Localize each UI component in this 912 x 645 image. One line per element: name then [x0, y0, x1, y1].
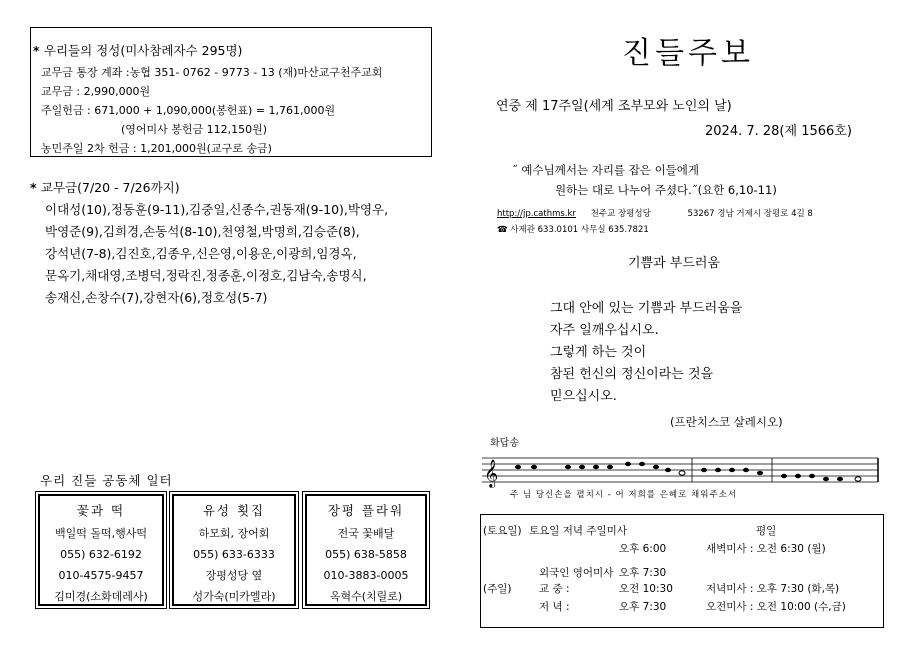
foreign-mass-label: 외국인 영어미사 [539, 567, 614, 579]
contact-line-2 [497, 222, 649, 238]
dues-heading: * 교무금(7/20 - 7/26까지) [30, 180, 180, 195]
shop-name: 유성 횟집 [202, 503, 266, 518]
shop-name: 꽃과 떡 [76, 503, 126, 518]
contact-line-1 [497, 206, 813, 222]
hymn-notes [515, 462, 861, 481]
shop-line: 010-4575-9457 [58, 569, 144, 582]
dues-line: 박영준(9),김희경,손동석(8-10),천영철,박명희,김승준(8), [45, 224, 360, 239]
poem-line: 믿으십시오. [550, 389, 617, 404]
reflection-author: (프란치스코 살레시오) [670, 415, 783, 429]
farmers-line: 농민주일 2차 헌금 : 1,201,000원(교구로 송금) [41, 142, 272, 155]
sunday-tag: (주일) [483, 583, 512, 595]
dues-list [45, 199, 440, 309]
dues-line: 강석년(7-8),김진호,김종우,신은영,이용운,이광희,임경옥, [45, 246, 357, 261]
reflection-title: 기쁨과 부드러움 [628, 256, 721, 271]
weekday-mass-2: 저녁미사 : 오후 7:30 (화,목) [706, 583, 840, 595]
foreign-mass-time: 오후 7:30 [619, 567, 667, 579]
sunday-offering-line: 주일헌금 : 671,000 + 1,090,000(봉헌표) = 1,761,000원 [41, 104, 336, 117]
offering-box [30, 27, 432, 157]
reflection-poem [550, 298, 742, 408]
parish-address: 53267 경남 거제시 장평로 4길 8 [687, 209, 813, 219]
phone-icon: ☎ [497, 225, 508, 235]
shop-line: 장평성당 옆 [205, 569, 263, 582]
dues-line: 문옥기,채대영,조병덕,정락진,정종훈,이정호,김남숙,송명식, [45, 268, 367, 283]
poem-line: 자주 일깨우십시오. [550, 323, 659, 338]
saturday-mass-label: 토요일 저녁 주일미사 [529, 525, 627, 537]
poem-line: 참된 헌신의 정신이라는 것을 [550, 367, 714, 382]
gospel-quote-1: ˝ 예수님께서는 자리를 잡은 이들에게 [512, 163, 700, 177]
shop-line: 하모회, 장어회 [198, 527, 270, 540]
shop-line: 성가숙(미카엘라) [192, 590, 276, 603]
shop-line: 옥혁수(치릴로) [329, 590, 403, 603]
dues-line: 이대성(10),정동훈(9-11),김중일,신종수,권동재(9-10),박영우, [45, 202, 389, 217]
parish-url-link[interactable]: http://jp.cathms.kr [497, 209, 576, 219]
weekday-mass-3: 오전미사 : 오전 10:00 (수,금) [706, 601, 846, 613]
weekday-mass-1: 새벽미사 : 오전 6:30 (월) [706, 543, 826, 555]
saturday-tag: (토요일) [483, 525, 522, 537]
treble-clef-icon: 𝄞 [484, 459, 499, 487]
english-mass-line: (영어미사 봉헌금 112,150원) [121, 123, 268, 136]
shop-card-ricecake [38, 494, 164, 606]
shop-line: 055) 633-6333 [193, 548, 275, 561]
hymn-staff [482, 452, 882, 488]
community-heading: 우리 진들 공동체 일터 [40, 473, 173, 488]
school-mass-time: 오전 10:30 [619, 583, 673, 595]
shop-line: 055) 638-5858 [325, 548, 407, 561]
poem-line: 그렇게 하는 것이 [550, 345, 647, 360]
poem-line: 그대 안에 있는 기쁨과 부드러움을 [550, 301, 743, 316]
shop-card-flower [305, 494, 427, 606]
offering-heading: * 우리들의 정성(미사참례자수 295명) [33, 43, 243, 58]
shop-line: 전국 꽃배달 [337, 527, 395, 540]
evening-mass-label: 저 녁 : [539, 601, 570, 613]
school-mass-label: 교 중 : [539, 583, 570, 595]
shop-line: 055) 632-6192 [60, 548, 142, 561]
hymn-label: 화답송 [490, 438, 519, 449]
school-fund-line: 교무금 : 2,990,000원 [41, 85, 151, 98]
mass-schedule [480, 514, 884, 628]
shop-name: 장평 플라워 [327, 503, 405, 518]
shop-line: 백일떡 돌떡,행사떡 [54, 527, 147, 540]
shop-line: 김미경(소화데레사) [54, 590, 148, 603]
parish-name: 천주교 장평성당 [590, 209, 651, 219]
hymn-lyrics: 주 님 당신손을 펼치시 - 어 저희를 은혜로 채워주소서 [510, 490, 738, 500]
bulletin-title: 진들주보 [622, 36, 754, 71]
gospel-quote-2: 원하는 대로 나누어 주셨다.˝(요한 6,10-11) [555, 183, 777, 197]
liturgical-week: 연중 제 17주일(세계 조부모와 노인의 날) [496, 99, 732, 114]
account-line: 교무금 통장 계좌 :농협 351- 0762 - 9773 - 13 (재)마산교구천주교회 [41, 66, 383, 79]
shop-card-sashimi [172, 494, 296, 606]
evening-mass-time: 오후 7:30 [619, 601, 667, 613]
saturday-mass-time: 오후 6:00 [619, 543, 667, 555]
parish-phones: 사제관 633.0101 사무실 635.7821 [510, 225, 649, 235]
dues-line: 송재신,손창수(7),강현자(6),정호성(5-7) [45, 290, 268, 305]
issue-date: 2024. 7. 28(제 1566호) [705, 124, 852, 139]
shop-line: 010-3883-0005 [323, 569, 409, 582]
weekday-heading: 평일 [756, 525, 777, 537]
